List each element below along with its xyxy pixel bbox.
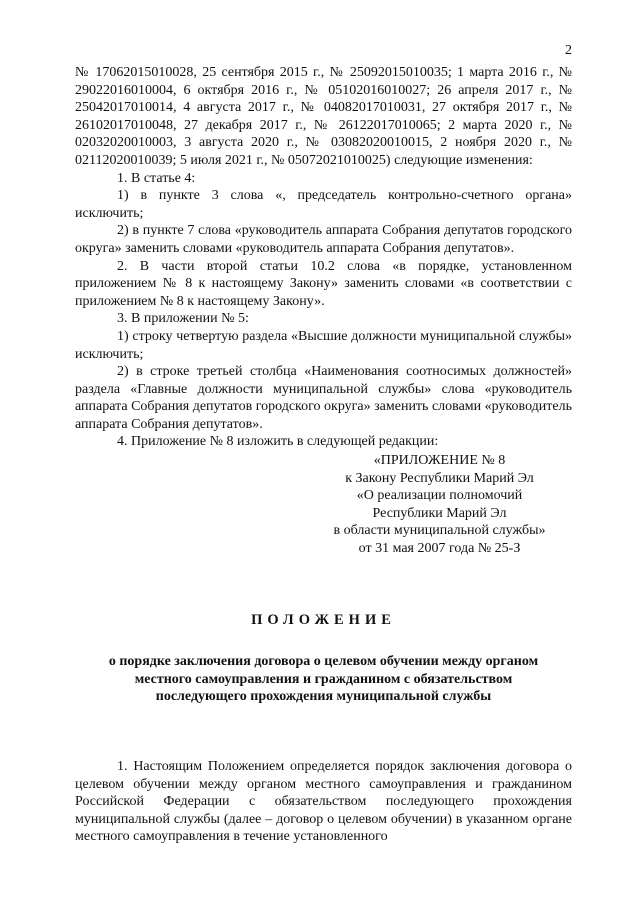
appendix-line-4: Республики Марий Эл	[372, 505, 507, 521]
subheading-line-1: о порядке заключения договора о целевом обучении между органом	[108, 654, 539, 670]
appendix-line-1: «ПРИЛОЖЕНИЕ № 8	[373, 453, 506, 469]
item-2: 2. В части второй статьи 10.2 слова «в порядке, установленном приложением № 8 к настоящему Закону» заменить словами «в соответствии с приложением № 8 к настоящему Закону».	[75, 258, 572, 309]
amendments-body	[75, 0, 572, 451]
section-1	[75, 758, 572, 846]
appendix-line-3: «О реализации полномочий	[356, 488, 523, 504]
item-1-2: 2) в пункте 7 слова «руководитель аппарата Собрания депутатов городского округа» заменить словами «руководитель аппарата Собрания депутатов».	[75, 223, 572, 256]
appendix-line-5: в области муниципальной службы»	[333, 523, 546, 539]
subheading-line-2: местного самоуправления и гражданином с обязательством	[134, 671, 513, 687]
item-1-1: 1) в пункте 3 слова «, председатель контрольно-счетного органа» исключить;	[75, 188, 572, 221]
appendix-header	[307, 452, 572, 558]
item-3: 3. В приложении № 5:	[117, 311, 249, 327]
document-subheading	[75, 653, 572, 706]
section-1-paragraph: 1. Настоящим Положением определяется порядок заключения договора о целевом обучении между органом местного самоуправления и гражданином Российской Федерации с обязательством последующего прохождения муниципальной службы (далее – договор о целевом обучении) в указанном органе местного самоуправления в течение установленного	[75, 759, 572, 845]
item-3-1: 1) строку четвертую раздела «Высшие должности муниципальной службы» исключить;	[75, 328, 572, 362]
subheading-line-3: последующего прохождения муниципальной службы	[155, 689, 492, 705]
appendix-line-2: к Закону Республики Марий Эл	[345, 470, 534, 486]
item-4: 4. Приложение № 8 изложить в следующей редакции:	[117, 434, 439, 450]
document-heading: ПОЛОЖЕНИЕ	[251, 611, 396, 628]
appendix-line-6: от 31 мая 2007 года № 25-З	[358, 541, 521, 557]
item-1: 1. В статье 4:	[117, 170, 196, 186]
intro-paragraph: № 17062015010028, 25 сентября 2015 г., № 25092015010035; 1 марта 2016 г., № 29022016010004, 6 октября 2016 г., № 05102016010027; 26 апреля 2017 г., № 25042017010014, 4 августа 2017 г., № 04082017010031, 27 октября 2017 г., № 26102017010048, 27 декабря 2017 г., № 26122017010065; 2 марта 2020 г., № 02032020010003, 3 августа 2020 г., № 03082020010015, 2 ноября 2020 г., № 02112020010039; 5 июля 2021 г., № 05072021010025) следующие изменения:	[75, 65, 572, 168]
page-number: 2	[565, 43, 572, 58]
item-3-2: 2) в строке третьей столбца «Наименования соотносимых должностей» раздела «Главные должности муниципальной службы» слова «руководитель аппарата Собрания депутатов городского округа» заменить словами «руководитель аппарата Собрания депутатов».	[75, 364, 572, 432]
